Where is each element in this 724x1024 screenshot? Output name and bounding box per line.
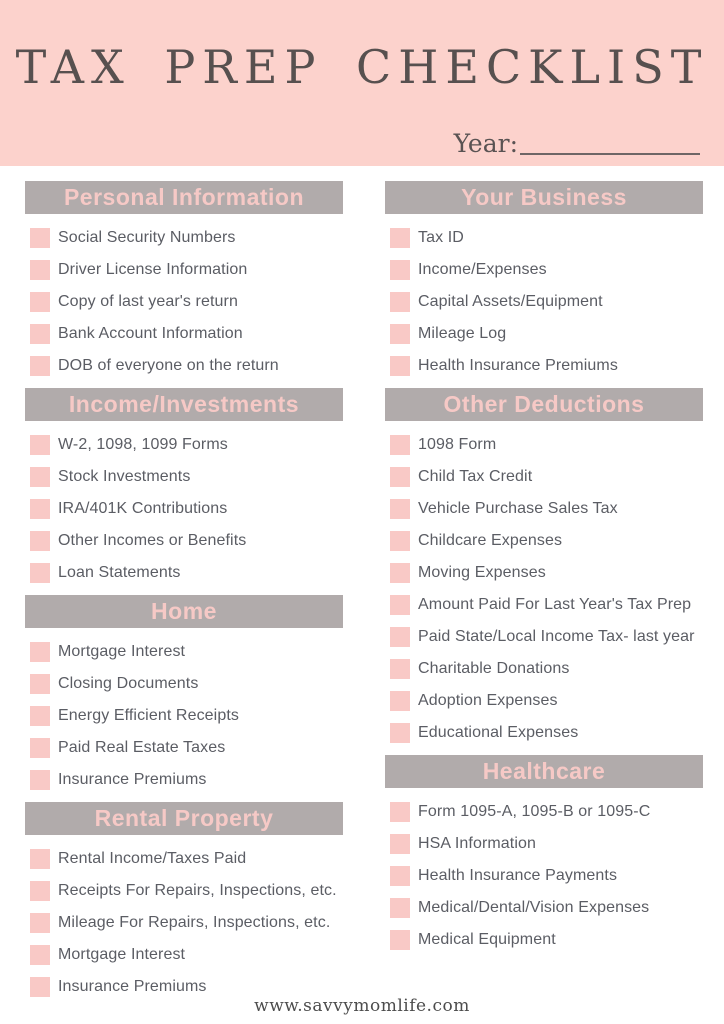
checkbox-icon[interactable]: [390, 723, 410, 743]
checklist-item: [385, 685, 703, 717]
checklist-item: [385, 860, 703, 892]
checkbox-icon[interactable]: [30, 467, 50, 487]
checklist-item-label: Bank Account Information: [58, 325, 243, 342]
checklist-item: [25, 843, 343, 875]
checklist-item: [385, 222, 703, 254]
checkbox-icon[interactable]: [30, 770, 50, 790]
checkbox-icon[interactable]: [30, 499, 50, 519]
checklist-item-label: IRA/401K Contributions: [58, 500, 228, 517]
checkbox-icon[interactable]: [30, 531, 50, 551]
section-items: [385, 429, 703, 749]
checkbox-icon[interactable]: [390, 324, 410, 344]
checkbox-icon[interactable]: [390, 627, 410, 647]
checklist-item: [385, 318, 703, 350]
section-title: Other Deductions: [443, 391, 645, 417]
checkbox-icon[interactable]: [390, 467, 410, 487]
checklist-item-label: Mortgage Interest: [58, 946, 186, 963]
checklist-item-label: DOB of everyone on the return: [58, 357, 279, 374]
year-field: [454, 129, 700, 158]
checklist-item-label: Capital Assets/Equipment: [418, 293, 603, 310]
checkbox-icon[interactable]: [390, 659, 410, 679]
checklist-item: [25, 318, 343, 350]
checklist-item-label: Moving Expenses: [418, 564, 546, 581]
checkbox-icon[interactable]: [390, 691, 410, 711]
checklist-item: [25, 732, 343, 764]
checklist-item-label: Social Security Numbers: [58, 229, 236, 246]
checkbox-icon[interactable]: [390, 866, 410, 886]
checklist-item-label: Driver License Information: [58, 261, 248, 278]
checklist-item: [25, 907, 343, 939]
checklist-item: [25, 350, 343, 382]
checklist-item: [25, 461, 343, 493]
checklist-item: [25, 222, 343, 254]
checklist-item: [385, 493, 703, 525]
checklist-item-label: Child Tax Credit: [418, 468, 533, 485]
checklist-item: [25, 636, 343, 668]
checklist-section: [25, 388, 343, 589]
year-label: Year:: [453, 129, 518, 158]
checklist-item: [385, 621, 703, 653]
checkbox-icon[interactable]: [30, 913, 50, 933]
section-items: [385, 222, 703, 382]
checklist-item-label: Copy of last year's return: [58, 293, 238, 310]
checkbox-icon[interactable]: [30, 228, 50, 248]
section-header-bar: [25, 388, 343, 421]
checklist-item: [385, 429, 703, 461]
checklist-item: [25, 493, 343, 525]
section-header-bar: [385, 388, 703, 421]
checklist-item: [25, 939, 343, 971]
checkbox-icon[interactable]: [390, 595, 410, 615]
checkbox-icon[interactable]: [30, 435, 50, 455]
checkbox-icon[interactable]: [30, 563, 50, 583]
checkbox-icon[interactable]: [390, 228, 410, 248]
checklist-section: [25, 181, 343, 382]
checklist-item-label: Amount Paid For Last Year's Tax Prep: [418, 596, 692, 613]
checklist-item: [25, 429, 343, 461]
left-column: [25, 181, 343, 1009]
checklist-item-label: Mileage Log: [418, 325, 507, 342]
checklist-item: [385, 254, 703, 286]
checkbox-icon[interactable]: [30, 674, 50, 694]
checkbox-icon[interactable]: [390, 802, 410, 822]
checklist-item: [25, 668, 343, 700]
checkbox-icon[interactable]: [30, 706, 50, 726]
checkbox-icon[interactable]: [390, 563, 410, 583]
checklist-item: [385, 828, 703, 860]
section-header-bar: [25, 181, 343, 214]
checklist-item-label: Receipts For Repairs, Inspections, etc.: [58, 882, 337, 899]
checklist-section: [25, 595, 343, 796]
section-items: [385, 796, 703, 956]
checklist-item: [25, 525, 343, 557]
section-header-bar: [25, 802, 343, 835]
checklist-item: [385, 557, 703, 589]
checklist-item-label: Charitable Donations: [418, 660, 570, 677]
checklist-item-label: Energy Efficient Receipts: [58, 707, 239, 724]
checkbox-icon[interactable]: [30, 945, 50, 965]
section-items: [25, 222, 343, 382]
right-column: [385, 181, 703, 1009]
page-title: TAX PREP CHECKLIST: [15, 40, 709, 94]
checklist-columns: [0, 181, 724, 1009]
checkbox-icon[interactable]: [30, 292, 50, 312]
checklist-item: [385, 525, 703, 557]
year-input-line[interactable]: [520, 153, 700, 155]
checkbox-icon[interactable]: [30, 977, 50, 997]
checklist-section: [385, 181, 703, 382]
checklist-item-label: Mileage For Repairs, Inspections, etc.: [58, 914, 331, 931]
section-header-bar: [385, 755, 703, 788]
checklist-section: [385, 755, 703, 956]
checklist-item-label: 1098 Form: [418, 436, 497, 453]
checkbox-icon[interactable]: [390, 930, 410, 950]
checklist-item: [385, 924, 703, 956]
checklist-item-label: Loan Statements: [58, 564, 181, 581]
checklist-item-label: Insurance Premiums: [58, 978, 207, 995]
checklist-item-label: Stock Investments: [58, 468, 191, 485]
checklist-item-label: Rental Income/Taxes Paid: [58, 850, 247, 867]
section-items: [25, 636, 343, 796]
checklist-item: [385, 589, 703, 621]
checklist-item: [25, 557, 343, 589]
checklist-item-label: Health Insurance Payments: [418, 867, 618, 884]
checklist-item-label: Tax ID: [418, 229, 464, 246]
checklist-item-label: HSA Information: [418, 835, 536, 852]
checklist-item: [385, 892, 703, 924]
checkbox-icon[interactable]: [390, 499, 410, 519]
section-title: Personal Information: [63, 184, 305, 210]
checklist-item-label: Paid Real Estate Taxes: [58, 739, 226, 756]
checklist-item: [25, 875, 343, 907]
checklist-item-label: Educational Expenses: [418, 724, 579, 741]
checklist-item-label: Other Incomes or Benefits: [58, 532, 247, 549]
checklist-item: [25, 764, 343, 796]
header-banner: [0, 0, 724, 166]
checkbox-icon[interactable]: [30, 642, 50, 662]
section-title: Healthcare: [482, 758, 606, 784]
checkbox-icon[interactable]: [390, 898, 410, 918]
checklist-item-label: Closing Documents: [58, 675, 199, 692]
section-title: Rental Property: [94, 805, 274, 831]
checkbox-icon[interactable]: [390, 356, 410, 376]
footer-url[interactable]: www.savvymomlife.com: [254, 996, 470, 1016]
checkbox-icon[interactable]: [390, 531, 410, 551]
section-items: [25, 429, 343, 589]
checkbox-icon[interactable]: [30, 849, 50, 869]
checklist-section: [385, 388, 703, 749]
checklist-item-label: Form 1095-A, 1095-B or 1095-C: [418, 803, 651, 820]
checklist-item-label: Adoption Expenses: [418, 692, 558, 709]
checkbox-icon[interactable]: [30, 324, 50, 344]
section-title: Income/Investments: [68, 391, 300, 417]
checklist-item: [385, 350, 703, 382]
checklist-item: [385, 461, 703, 493]
checklist-item: [385, 796, 703, 828]
checklist-item: [25, 286, 343, 318]
checklist-item-label: Medical/Dental/Vision Expenses: [418, 899, 650, 916]
checklist-item-label: Vehicle Purchase Sales Tax: [418, 500, 618, 517]
checklist-item-label: Medical Equipment: [418, 931, 556, 948]
checklist-item-label: Income/Expenses: [418, 261, 547, 278]
checkbox-icon[interactable]: [30, 738, 50, 758]
checkbox-icon[interactable]: [30, 881, 50, 901]
checklist-item: [385, 653, 703, 685]
section-items: [25, 843, 343, 1003]
section-header-bar: [385, 181, 703, 214]
checkbox-icon[interactable]: [390, 834, 410, 854]
checkbox-icon[interactable]: [30, 260, 50, 280]
checklist-item-label: W-2, 1098, 1099 Forms: [58, 436, 228, 453]
checklist-item: [25, 254, 343, 286]
checklist-item-label: Paid State/Local Income Tax- last year: [418, 628, 695, 645]
checkbox-icon[interactable]: [30, 356, 50, 376]
checklist-item: [25, 700, 343, 732]
checklist-item-label: Mortgage Interest: [58, 643, 186, 660]
checklist-item-label: Health Insurance Premiums: [418, 357, 618, 374]
section-title: Home: [151, 598, 217, 624]
checklist-item: [385, 286, 703, 318]
checkbox-icon[interactable]: [390, 292, 410, 312]
checkbox-icon[interactable]: [390, 435, 410, 455]
checklist-item: [385, 717, 703, 749]
section-title: Your Business: [461, 184, 627, 210]
checklist-item-label: Insurance Premiums: [58, 771, 207, 788]
checklist-item-label: Childcare Expenses: [418, 532, 563, 549]
checkbox-icon[interactable]: [390, 260, 410, 280]
section-header-bar: [25, 595, 343, 628]
checklist-section: [25, 802, 343, 1003]
